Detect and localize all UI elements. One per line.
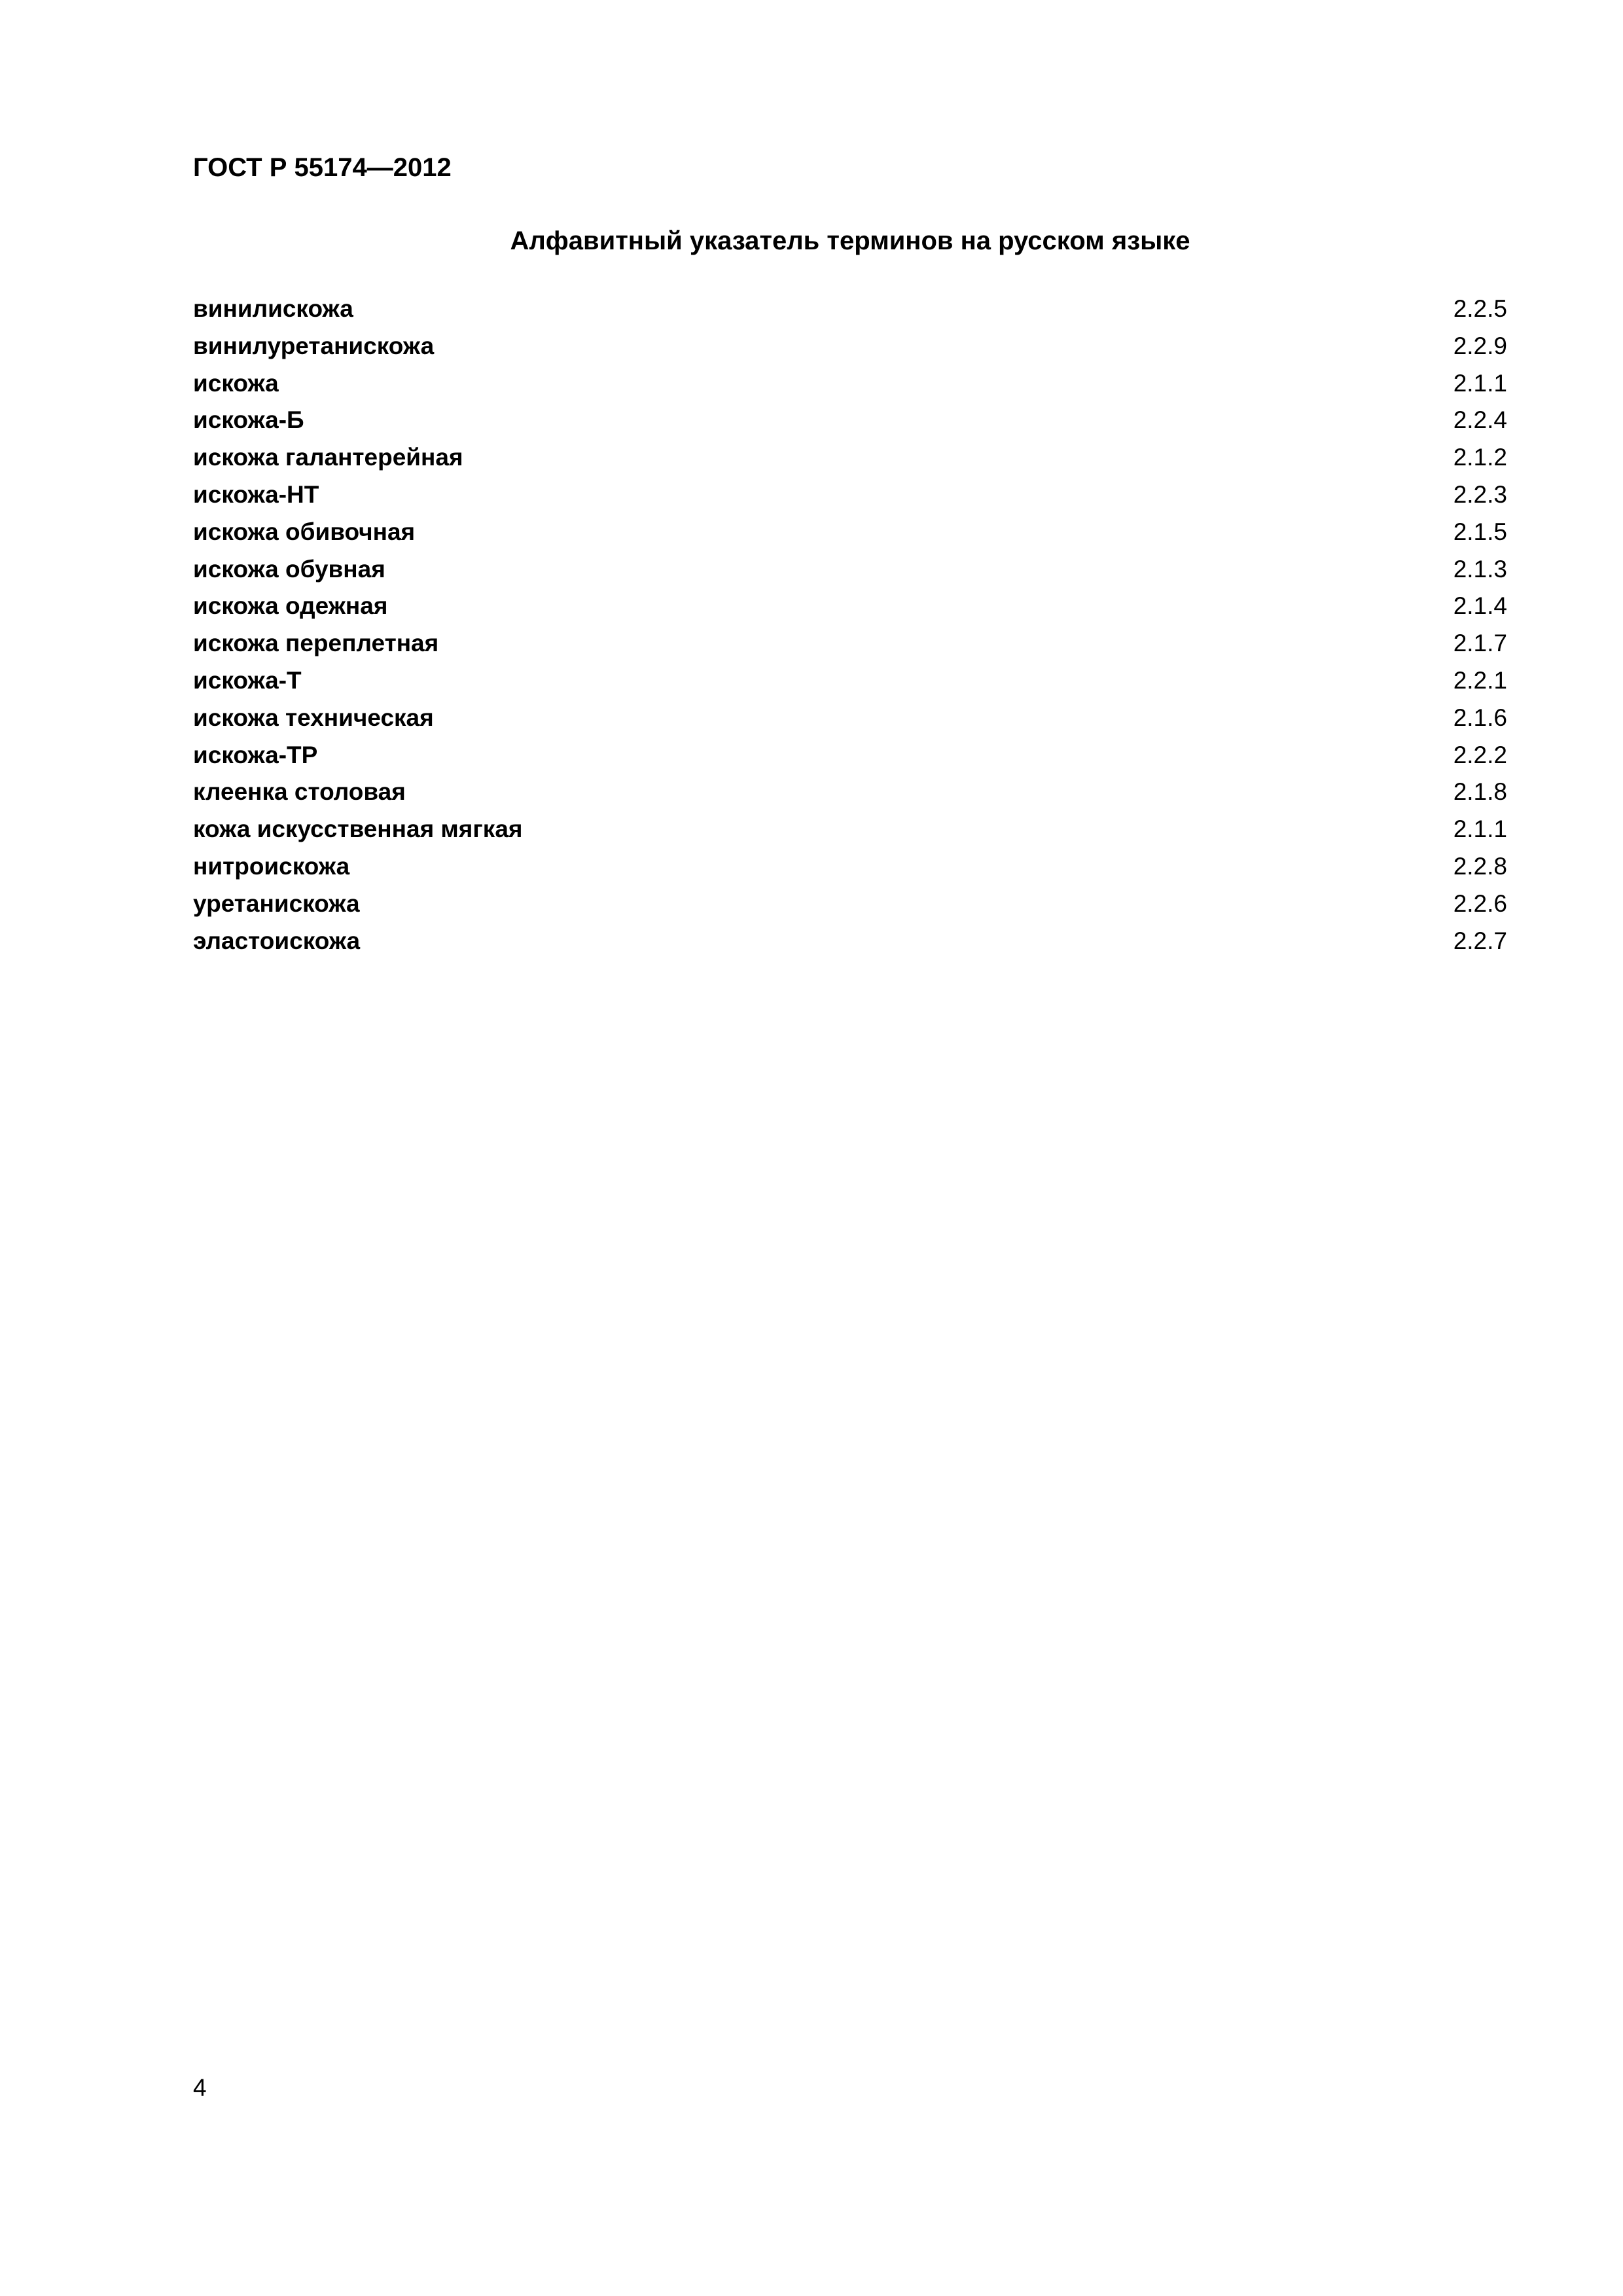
index-ref: 2.1.4 [1453,592,1507,620]
index-entry [193,514,1507,551]
index-term: искожа-ТР [193,741,318,768]
index-ref: 2.1.1 [1453,816,1507,843]
index-entry [193,848,1507,886]
index-ref: 2.1.3 [1453,555,1507,583]
index-term: искожа-Б [193,406,304,434]
index-term: уретанискожа [193,889,360,917]
index-ref: 2.1.1 [1453,369,1507,397]
index-entry [193,811,1507,848]
index-term: кожа искусственная мягкая [193,816,523,843]
index-entry [193,774,1507,811]
index-entry [193,700,1507,737]
index-ref: 2.1.2 [1453,444,1507,471]
index-term: винилискожа [193,295,353,322]
index-ref: 2.1.5 [1453,518,1507,545]
index-ref: 2.2.4 [1453,406,1507,434]
index-ref: 2.2.7 [1453,927,1507,954]
index-term: винилуретанискожа [193,332,435,359]
index-term: клеенка столовая [193,778,406,806]
index-ref: 2.2.9 [1453,332,1507,359]
index-term: искожа техническая [193,704,434,731]
index-term: искожа обувная [193,555,385,583]
index-ref: 2.2.2 [1453,741,1507,768]
index-term: эластоискожа [193,927,361,954]
term-index-list [193,291,1507,960]
index-entry [193,551,1507,588]
index-entry [193,662,1507,700]
index-term: искожа-Т [193,666,302,694]
index-ref: 2.1.7 [1453,630,1507,657]
index-term: искожа галантерейная [193,444,463,471]
index-ref: 2.1.8 [1453,778,1507,806]
index-term: нитроискожа [193,852,350,880]
index-entry [193,328,1507,365]
index-ref: 2.2.1 [1453,666,1507,694]
index-entry [193,923,1507,960]
index-title: Алфавитный указатель терминов на русском языке [510,226,1190,255]
document-code: ГОСТ Р 55174—2012 [193,153,452,182]
index-entry [193,625,1507,662]
index-term: искожа переплетная [193,630,439,657]
index-ref: 2.2.5 [1453,295,1507,322]
page-number: 4 [193,2074,207,2101]
index-entry [193,402,1507,439]
index-entry [193,439,1507,476]
index-entry [193,291,1507,328]
index-ref: 2.1.6 [1453,704,1507,731]
index-entry [193,886,1507,923]
index-entry [193,737,1507,774]
index-entry [193,588,1507,625]
index-term: искожа обивочная [193,518,416,545]
index-ref: 2.2.8 [1453,852,1507,880]
index-entry [193,365,1507,403]
index-term: искожа-НТ [193,480,319,508]
index-ref: 2.2.6 [1453,889,1507,917]
index-term: искожа [193,369,279,397]
index-ref: 2.2.3 [1453,480,1507,508]
index-entry [193,476,1507,514]
index-term: искожа одежная [193,592,388,620]
